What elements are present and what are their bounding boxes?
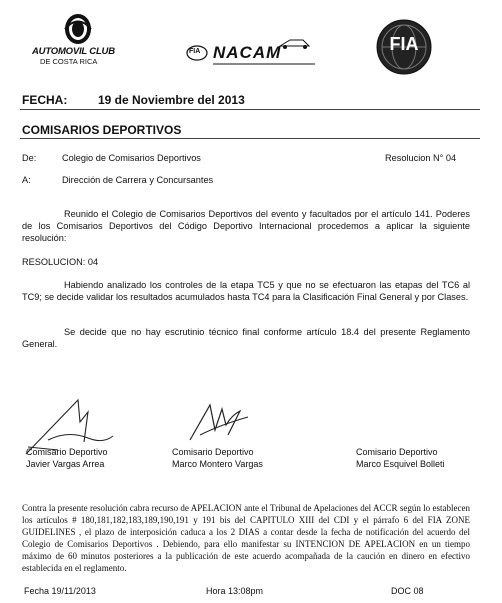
footer-doc: DOC 08 — [391, 586, 424, 596]
fecha-value: 19 de Noviembre del 2013 — [98, 93, 245, 107]
acc-emblem-icon — [28, 12, 128, 48]
nacam-badge: FIA — [189, 48, 201, 55]
paragraph-escrutinio: Se decide que no hay escrutinio técnico final conforme artículo 18.4 del presente Reglamento General. — [22, 327, 470, 350]
footer-fecha: Fecha 19/11/2013 — [24, 586, 96, 596]
signature-2-image — [170, 395, 260, 455]
de-value: Colegio de Comisarios Deportivos — [62, 153, 201, 163]
fia-logo — [375, 18, 433, 76]
signature-3-name: Marco Esquivel Bolleti — [356, 459, 445, 469]
footer-hora: Hora 13:08pm — [206, 586, 264, 596]
resolucion-label: RESOLUCION: 04 — [22, 257, 99, 267]
acc-logo-line2: DE COSTA RICA — [40, 57, 98, 66]
divider-top — [20, 109, 480, 110]
signature-1-title: Comisario Deportivo — [26, 447, 108, 457]
de-label: De: — [22, 153, 37, 163]
a-label: A: — [22, 175, 31, 185]
signature-2-title: Comisario Deportivo — [172, 447, 254, 457]
fecha-label: FECHA: — [22, 93, 68, 107]
fia-wordmark: FIA — [389, 34, 419, 54]
resolucion-number: Resolucion N° 04 — [385, 153, 457, 163]
appeal-notice: Contra la presente resolución cabra recurso de APELACION ante el Tribunal de Apelaciones del ACCR según lo establecen los artículos # 180,181,182,183,189,190,191 y 191 bis del CAPITULO XIII del CDI y el párrafo 6 del FIA ZONE GUIDELINES , el plazo de interposición caduca a los 2 DIAS a contar desde la fecha de notificación del acuerdo del Colegio de Comisarios Deportivos . Debiendo, para ello manifestar su INTENCION DE APELACION en un tiempo máximo de 60 minutos posteriores a la publicación de este acuerdo acompañada de la caución en dinero en efectivo establecida en el reglamento. — [22, 503, 470, 573]
signature-2-name: Marco Montero Vargas — [172, 459, 263, 469]
paragraph-decision: Habiendo analizado los controles de la etapa TC5 y que no se efectuaron las etapas del TC6 al TC9; se decide validar los resultados acumulados hasta TC4 para la Clasificación Final General y por Clases. — [22, 280, 470, 303]
nacam-wordmark: NACAM — [213, 43, 282, 62]
nacam-logo — [185, 34, 330, 70]
section-title: COMISARIOS DEPORTIVOS — [22, 123, 182, 137]
signature-3-title: Comisario Deportivo — [356, 447, 438, 457]
acc-logo — [28, 12, 128, 70]
divider-bottom — [20, 138, 480, 139]
paragraph-intro: Reunido el Colegio de Comisarios Deportivos del evento y facultados por el artículo 141. Poderes de los Comisarios Deportivos del Código Deportivo Internacional procedemos a aplicar la siguiente resolución: — [22, 209, 470, 244]
a-value: Dirección de Carrera y Concursantes — [62, 175, 214, 185]
acc-logo-line1: AUTOMOVIL CLUB — [32, 46, 115, 57]
signature-1-name: Javier Vargas Arrea — [26, 459, 105, 469]
